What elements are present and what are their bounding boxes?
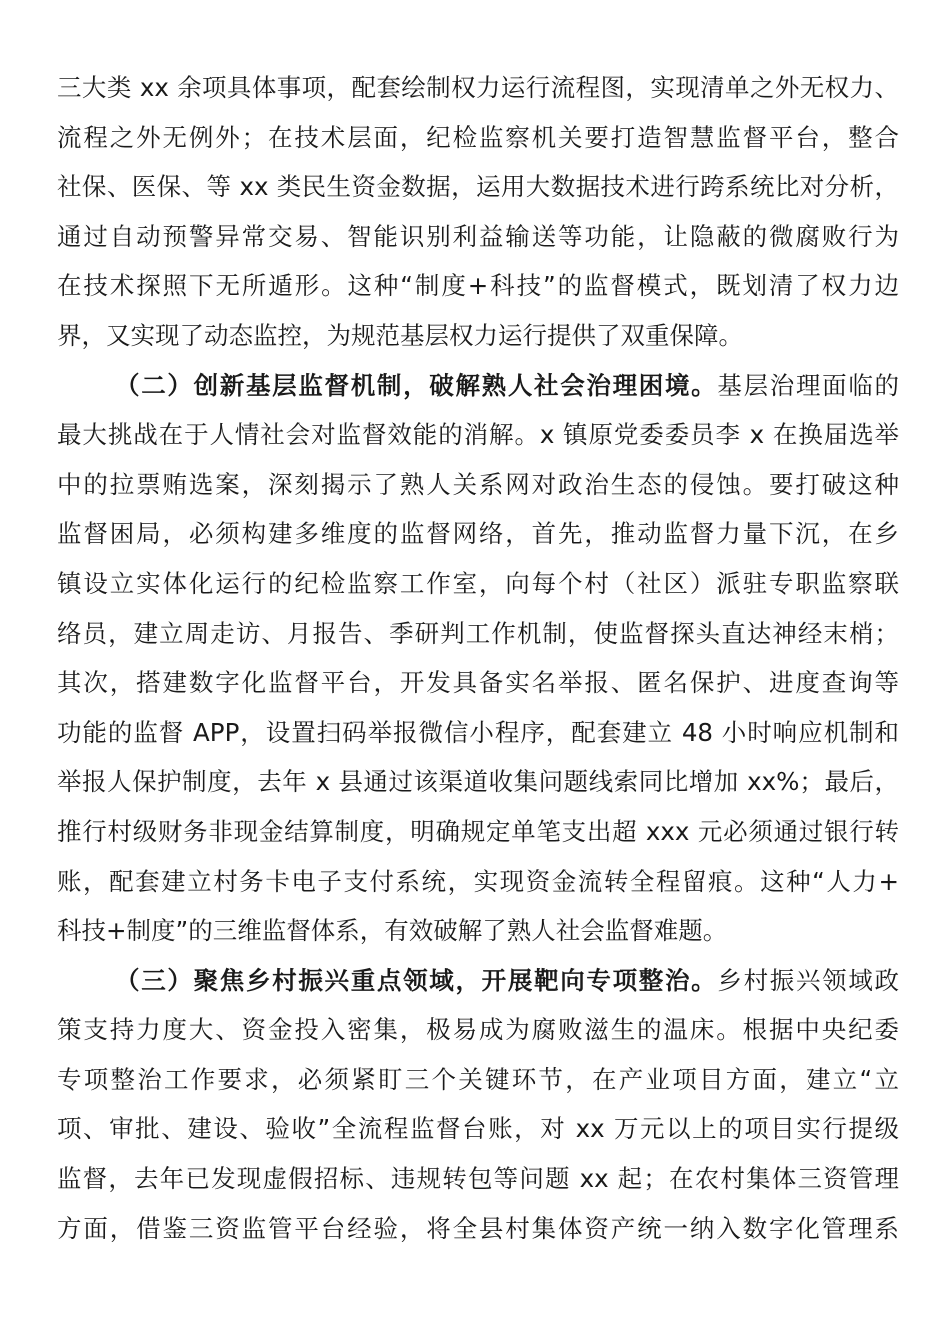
paragraph-1-line: 三大类 xx 余项具体事项，配套绘制权力运行流程图，实现清单之外无权力、	[57, 73, 899, 102]
paragraph-2-line: 中的拉票贿选案，深刻揭示了熟人关系网对政治生态的侵蚀。要打破这种	[57, 469, 899, 499]
paragraph-3-line: 项、审批、建设、验收”全流程监督台账，对 xx 万元以上的项目实行提级	[57, 1114, 899, 1144]
paragraph-2-first-line	[57, 361, 899, 411]
paragraph-2-line: 账，配套建立村务卡电子支付系统，实现资金流转全程留痕。这种“人力+	[57, 866, 899, 896]
paragraph-2-line: 科技+制度”的三维监督体系，有效破解了熟人社会监督难题。	[57, 916, 728, 946]
paragraph-3-line: 专项整治工作要求，必须紧盯三个关键环节，在产业项目方面，建立“立	[57, 1064, 899, 1094]
paragraph-2-line: 推行村级财务非现金结算制度，明确规定单笔支出超 xxx 元必须通过银行转	[57, 816, 899, 846]
paragraph-1-line: 流程之外无例外；在技术层面，纪检监察机关要打造智慧监督平台，整合	[57, 122, 899, 152]
paragraph-2-line: 最大挑战在于人情社会对监督效能的消解。x 镇原党委委员李 x 在换届选举	[57, 420, 899, 450]
paragraph-3-first-line-text: 乡村振兴领域政	[717, 965, 899, 995]
document-page	[57, 63, 899, 1253]
paragraph-3-line: 监督，去年已发现虚假招标、违规转包等问题 xx 起；在农村集体三资管理	[57, 1164, 899, 1194]
paragraph-2-line: 其次，搭建数字化监督平台，开发具备实名举报、匿名保护、进度查询等	[57, 668, 899, 698]
paragraph-1-line: 在技术探照下无所遁形。这种“制度+科技”的监督模式，既划清了权力边	[57, 271, 899, 301]
paragraph-2-line: 络员，建立周走访、月报告、季研判工作机制，使监督探头直达神经末梢；	[57, 618, 899, 648]
paragraph-2-line: 举报人保护制度，去年 x 县通过该渠道收集问题线索同比增加 xx%；最后，	[57, 767, 899, 797]
paragraph-1-line: 界，又实现了动态监控，为规范基层权力运行提供了双重保障。	[57, 320, 743, 350]
paragraph-3-first-line	[57, 956, 899, 1006]
paragraph-1-line: 通过自动预警异常交易、智能识别利益输送等功能，让隐蔽的微腐败行为	[57, 221, 899, 251]
paragraph-3-line: 方面，借鉴三资监管平台经验，将全县村集体资产统一纳入数字化管理系	[57, 1213, 899, 1243]
paragraph-3-line: 策支持力度大、资金投入密集，极易成为腐败滋生的温床。根据中央纪委	[57, 1015, 899, 1045]
paragraph-2-line: 功能的监督 APP，设置扫码举报微信小程序，配套建立 48 小时响应机制和	[57, 717, 899, 747]
section-heading-2: （二）创新基层监督机制，破解熟人社会治理困境。	[115, 370, 718, 400]
paragraph-2-line: 监督困局，必须构建多维度的监督网络，首先，推动监督力量下沉，在乡	[57, 519, 899, 549]
section-heading-3: （三）聚焦乡村振兴重点领域，开展靶向专项整治。	[115, 965, 718, 995]
paragraph-2-first-line-text: 基层治理面临的	[717, 370, 899, 400]
paragraph-2-line: 镇设立实体化运行的纪检监察工作室，向每个村（社区）派驻专职监察联	[57, 568, 899, 598]
paragraph-1-line: 社保、医保、等 xx 类民生资金数据，运用大数据技术进行跨系统比对分析，	[57, 172, 899, 202]
